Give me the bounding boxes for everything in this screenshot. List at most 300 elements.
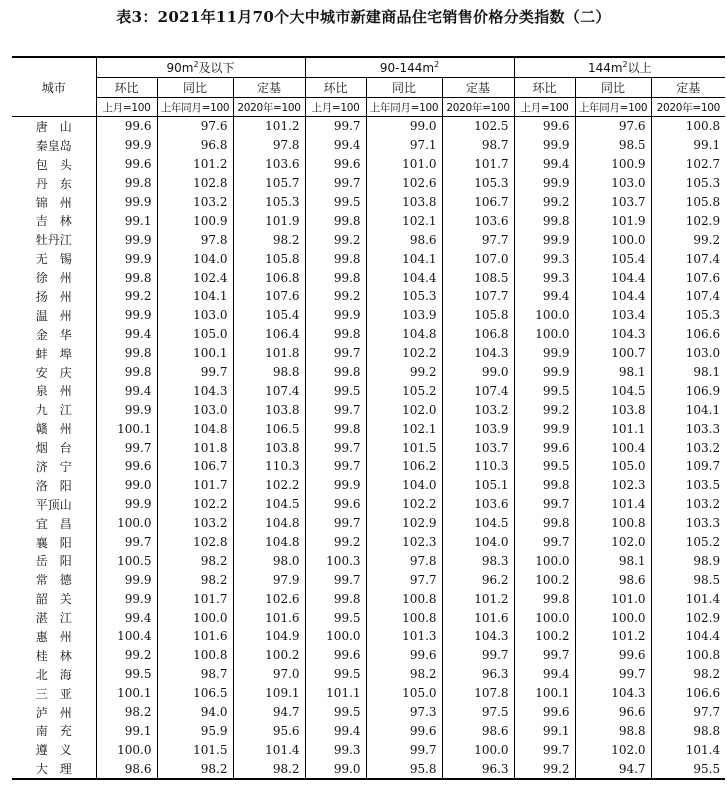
index-value-cell: 98.1 <box>575 363 651 382</box>
index-value-cell: 103.2 <box>685 440 721 455</box>
index-value-cell: 107.4 <box>685 289 721 304</box>
table-row <box>12 174 725 193</box>
index-value-cell: 100.0 <box>305 627 366 646</box>
group-header-90-144: $90-144m^2$ <box>305 57 514 78</box>
index-value-cell: 101.6 <box>442 608 514 627</box>
index-value-cell: 108.5 <box>442 268 514 287</box>
index-value-cell: 98.2 <box>157 759 233 779</box>
base-header-same-month-last-year: 上年同月=100 <box>157 98 233 117</box>
base-header-last-month: 上月=100 <box>96 98 157 117</box>
index-value-cell: 99.5 <box>305 193 366 212</box>
table-row <box>12 287 725 306</box>
index-value-cell: 100.7 <box>575 344 651 363</box>
index-value-cell: 99.4 <box>514 287 575 306</box>
index-value-cell: 99.9 <box>96 249 157 268</box>
index-value-cell: 99.2 <box>305 287 366 306</box>
index-value-cell: 101.2 <box>442 589 514 608</box>
index-value-cell: 102.0 <box>575 533 651 552</box>
index-value-cell: 97.1 <box>366 136 442 155</box>
index-value-cell: 102.6 <box>366 174 442 193</box>
base-header-same-month-last-year: 上年同月=100 <box>575 98 651 117</box>
index-value-cell: 99.9 <box>514 344 575 363</box>
index-value-cell: 101.5 <box>366 438 442 457</box>
index-value-cell: 95.6 <box>233 722 305 741</box>
index-value-cell: 103.7 <box>442 438 514 457</box>
table-row <box>12 193 725 212</box>
index-value-cell: 97.8 <box>366 551 442 570</box>
index-value-cell: 102.0 <box>575 740 651 759</box>
index-value-cell: 106.7 <box>157 457 233 476</box>
index-value-cell: 105.1 <box>442 476 514 495</box>
table-title: 表3：2021年11月70个大中城市新建商品住宅销售价格分类指数（二） <box>116 8 611 26</box>
index-value-cell: 99.4 <box>96 325 157 344</box>
index-value-cell: 103.2 <box>685 497 721 512</box>
city-name-cell: 蚌 埠 <box>12 344 96 363</box>
index-value-cell: 105.0 <box>366 684 442 703</box>
index-value-cell: 103.6 <box>442 211 514 230</box>
index-value-cell: 100.0 <box>514 608 575 627</box>
index-value-cell: 99.6 <box>305 646 366 665</box>
index-value-cell: 109.7 <box>685 459 721 474</box>
base-header-2020: 2020年=100 <box>233 98 305 117</box>
sub-header-mom: 环比 <box>96 78 157 98</box>
index-value-cell: 106.9 <box>685 383 721 398</box>
index-value-cell: 104.3 <box>442 344 514 363</box>
index-value-cell: 99.7 <box>305 438 366 457</box>
index-value-cell: 104.4 <box>575 268 651 287</box>
city-name-cell: 常 德 <box>12 570 96 589</box>
index-value-cell: 99.5 <box>514 381 575 400</box>
table-row <box>12 325 725 344</box>
index-value-cell: 106.8 <box>442 325 514 344</box>
index-value-cell: 104.3 <box>157 381 233 400</box>
index-value-cell: 99.5 <box>514 457 575 476</box>
index-value-cell: 101.7 <box>157 589 233 608</box>
index-value-cell: 99.2 <box>96 287 157 306</box>
index-value-cell: 98.6 <box>96 759 157 779</box>
index-value-cell: 99.8 <box>514 476 575 495</box>
index-value-cell: 99.5 <box>305 703 366 722</box>
index-value-cell: 100.1 <box>514 684 575 703</box>
index-value-cell: 106.5 <box>233 419 305 438</box>
table-row <box>12 381 725 400</box>
index-value-cell: 103.6 <box>442 495 514 514</box>
index-value-cell: 99.7 <box>305 400 366 419</box>
index-value-cell: 99.1 <box>96 722 157 741</box>
index-value-cell: 101.5 <box>157 740 233 759</box>
index-value-cell: 105.3 <box>366 287 442 306</box>
sub-header-fixed-base: 定基 <box>442 78 514 98</box>
city-name-cell: 牡丹江 <box>12 230 96 249</box>
index-value-cell: 97.7 <box>366 570 442 589</box>
index-value-cell: 100.8 <box>685 119 721 134</box>
index-value-cell: 104.0 <box>442 533 514 552</box>
index-value-cell: 104.0 <box>157 249 233 268</box>
index-value-cell: 102.8 <box>157 533 233 552</box>
index-value-cell: 103.2 <box>157 514 233 533</box>
index-value-cell: 99.0 <box>366 117 442 136</box>
index-value-cell: 96.3 <box>442 665 514 684</box>
city-name-cell: 赣 州 <box>12 419 96 438</box>
index-value-cell: 110.3 <box>233 457 305 476</box>
index-value-cell: 99.8 <box>305 249 366 268</box>
index-value-cell: 95.5 <box>651 759 725 779</box>
index-value-cell: 103.9 <box>442 419 514 438</box>
index-value-cell: 107.0 <box>442 249 514 268</box>
city-column-header: 城市 <box>12 57 96 117</box>
index-value-cell: 104.5 <box>575 381 651 400</box>
index-value-cell: 104.8 <box>233 514 305 533</box>
city-name-cell: 无 锡 <box>12 249 96 268</box>
index-value-cell: 97.5 <box>442 703 514 722</box>
index-value-cell: 100.8 <box>575 514 651 533</box>
index-value-cell: 105.0 <box>157 325 233 344</box>
index-value-cell: 104.1 <box>157 287 233 306</box>
city-name-cell: 襄 阳 <box>12 533 96 552</box>
index-value-cell: 103.3 <box>685 516 721 531</box>
index-value-cell: 101.0 <box>366 155 442 174</box>
table-row <box>12 344 725 363</box>
table-row <box>12 759 725 779</box>
index-value-cell: 99.0 <box>442 363 514 382</box>
index-value-cell: 103.8 <box>575 400 651 419</box>
index-value-cell: 99.2 <box>366 363 442 382</box>
index-value-cell: 101.4 <box>233 740 305 759</box>
index-value-cell: 102.6 <box>233 589 305 608</box>
table-row <box>12 363 725 382</box>
index-value-cell: 98.5 <box>693 572 721 587</box>
table-row <box>12 117 725 136</box>
table-row <box>12 703 725 722</box>
index-value-cell: 96.2 <box>442 570 514 589</box>
index-value-cell: 99.7 <box>575 665 651 684</box>
index-value-cell: 99.3 <box>514 268 575 287</box>
index-value-cell: 102.3 <box>575 476 651 495</box>
index-value-cell: 99.8 <box>96 344 157 363</box>
index-value-cell: 99.9 <box>514 363 575 382</box>
table-row <box>12 249 725 268</box>
table-row <box>12 608 725 627</box>
index-value-cell: 98.1 <box>575 551 651 570</box>
index-value-cell: 99.7 <box>96 438 157 457</box>
index-value-cell: 100.2 <box>514 570 575 589</box>
index-value-cell: 106.8 <box>233 268 305 287</box>
index-value-cell: 107.4 <box>442 381 514 400</box>
index-value-cell: 100.0 <box>96 514 157 533</box>
index-value-cell: 105.8 <box>233 249 305 268</box>
index-value-cell: 101.6 <box>233 608 305 627</box>
index-value-cell: 98.1 <box>693 365 721 380</box>
table-row <box>12 684 725 703</box>
index-value-cell: 99.9 <box>96 400 157 419</box>
index-value-cell: 95.9 <box>157 722 233 741</box>
city-name-cell: 韶 关 <box>12 589 96 608</box>
index-value-cell: 103.9 <box>366 306 442 325</box>
index-value-cell: 104.1 <box>685 402 721 417</box>
index-value-cell: 103.4 <box>575 306 651 325</box>
index-value-cell: 99.8 <box>305 363 366 382</box>
index-value-cell: 96.6 <box>575 703 651 722</box>
index-value-cell: 100.8 <box>157 646 233 665</box>
index-value-cell: 100.0 <box>514 551 575 570</box>
index-value-cell: 99.9 <box>96 230 157 249</box>
index-value-cell: 99.4 <box>305 136 366 155</box>
index-value-cell: 97.0 <box>233 665 305 684</box>
index-value-cell: 99.0 <box>96 476 157 495</box>
index-value-cell: 99.8 <box>305 211 366 230</box>
index-value-cell: 100.0 <box>514 325 575 344</box>
index-value-cell: 99.6 <box>366 722 442 741</box>
index-value-cell: 101.3 <box>366 627 442 646</box>
index-value-cell: 103.8 <box>366 193 442 212</box>
index-value-cell: 104.5 <box>442 514 514 533</box>
table-body <box>12 117 725 780</box>
city-name-cell: 唐 山 <box>12 117 96 136</box>
table-row <box>12 268 725 287</box>
index-value-cell: 99.5 <box>305 381 366 400</box>
index-value-cell: 101.7 <box>442 155 514 174</box>
index-value-cell: 101.6 <box>157 627 233 646</box>
index-value-cell: 99.1 <box>96 211 157 230</box>
index-value-cell: 100.0 <box>514 306 575 325</box>
city-name-cell: 惠 州 <box>12 627 96 646</box>
index-value-cell: 102.9 <box>366 514 442 533</box>
index-value-cell: 99.8 <box>96 363 157 382</box>
index-value-cell: 99.9 <box>305 306 366 325</box>
index-value-cell: 100.9 <box>157 211 233 230</box>
city-name-cell: 湛 江 <box>12 608 96 627</box>
index-value-cell: 100.0 <box>157 608 233 627</box>
index-value-cell: 105.7 <box>233 174 305 193</box>
index-value-cell: 99.6 <box>514 438 575 457</box>
index-value-cell: 104.8 <box>233 533 305 552</box>
index-value-cell: 99.7 <box>514 495 575 514</box>
index-value-cell: 99.9 <box>96 570 157 589</box>
index-value-cell: 99.7 <box>514 533 575 552</box>
city-name-cell: 南 充 <box>12 722 96 741</box>
index-value-cell: 101.1 <box>305 684 366 703</box>
table-row <box>12 570 725 589</box>
index-value-cell: 99.5 <box>305 665 366 684</box>
table-row <box>12 306 725 325</box>
index-value-cell: 99.8 <box>305 268 366 287</box>
index-value-cell: 94.7 <box>575 759 651 779</box>
index-value-cell: 106.6 <box>685 686 721 701</box>
index-value-cell: 99.5 <box>305 608 366 627</box>
index-value-cell: 99.7 <box>96 533 157 552</box>
index-value-cell: 101.1 <box>575 419 651 438</box>
index-value-cell: 101.0 <box>575 589 651 608</box>
table-row <box>12 495 725 514</box>
table-row <box>12 136 725 155</box>
index-value-cell: 99.6 <box>575 646 651 665</box>
index-value-cell: 107.7 <box>442 287 514 306</box>
table-row <box>12 400 725 419</box>
index-value-cell: 98.3 <box>442 551 514 570</box>
sub-header-fixed-base: 定基 <box>233 78 305 98</box>
index-value-cell: 99.7 <box>514 740 575 759</box>
index-value-cell: 99.9 <box>96 589 157 608</box>
index-value-cell: 101.8 <box>157 438 233 457</box>
index-value-cell: 98.6 <box>575 570 651 589</box>
index-value-cell: 103.7 <box>575 193 651 212</box>
index-value-cell: 99.1 <box>693 138 721 153</box>
index-value-cell: 106.7 <box>442 193 514 212</box>
city-name-cell: 丹 东 <box>12 174 96 193</box>
index-value-cell: 99.9 <box>514 136 575 155</box>
index-value-cell: 103.8 <box>233 400 305 419</box>
index-value-cell: 102.3 <box>366 533 442 552</box>
index-value-cell: 99.1 <box>514 722 575 741</box>
index-value-cell: 97.6 <box>575 117 651 136</box>
table-row <box>12 230 725 249</box>
index-value-cell: 99.9 <box>514 230 575 249</box>
index-value-cell: 107.4 <box>233 381 305 400</box>
table-row <box>12 457 725 476</box>
index-value-cell: 97.7 <box>693 705 721 720</box>
index-value-cell: 102.9 <box>685 213 721 228</box>
index-value-cell: 104.3 <box>575 684 651 703</box>
index-value-cell: 99.7 <box>305 344 366 363</box>
index-value-cell: 105.0 <box>575 457 651 476</box>
index-value-cell: 105.4 <box>233 306 305 325</box>
index-value-cell: 99.4 <box>514 665 575 684</box>
index-value-cell: 99.7 <box>305 117 366 136</box>
index-value-cell: 99.7 <box>514 646 575 665</box>
index-value-cell: 100.2 <box>233 646 305 665</box>
index-value-cell: 99.8 <box>514 211 575 230</box>
index-value-cell: 97.8 <box>157 230 233 249</box>
index-value-cell: 101.8 <box>233 344 305 363</box>
city-name-cell: 温 州 <box>12 306 96 325</box>
index-value-cell: 99.7 <box>305 457 366 476</box>
index-value-cell: 97.7 <box>442 230 514 249</box>
index-value-cell: 98.2 <box>96 703 157 722</box>
city-name-cell: 桂 林 <box>12 646 96 665</box>
index-value-cell: 104.8 <box>157 419 233 438</box>
index-value-cell: 98.2 <box>693 667 721 682</box>
index-value-cell: 99.4 <box>96 381 157 400</box>
index-value-cell: 95.8 <box>366 759 442 779</box>
city-name-cell: 岳 阳 <box>12 551 96 570</box>
index-value-cell: 106.2 <box>366 457 442 476</box>
index-value-cell: 105.3 <box>685 176 721 191</box>
index-value-cell: 99.9 <box>305 476 366 495</box>
index-value-cell: 100.0 <box>96 740 157 759</box>
table-row <box>12 419 725 438</box>
index-value-cell: 98.6 <box>366 230 442 249</box>
index-value-cell: 101.9 <box>575 211 651 230</box>
table-row <box>12 589 725 608</box>
index-value-cell: 99.2 <box>693 232 721 247</box>
index-value-cell: 99.2 <box>305 230 366 249</box>
index-value-cell: 105.8 <box>685 195 721 209</box>
index-value-cell: 99.2 <box>514 400 575 419</box>
index-value-cell: 99.8 <box>305 589 366 608</box>
index-value-cell: 100.8 <box>685 648 721 663</box>
index-value-cell: 99.2 <box>514 759 575 779</box>
index-value-cell: 102.2 <box>366 495 442 514</box>
index-value-cell: 100.0 <box>442 740 514 759</box>
index-value-cell: 98.5 <box>575 136 651 155</box>
city-name-cell: 九 江 <box>12 400 96 419</box>
index-value-cell: 97.3 <box>366 703 442 722</box>
city-name-cell: 北 海 <box>12 665 96 684</box>
index-value-cell: 104.4 <box>685 629 721 644</box>
index-value-cell: 99.4 <box>305 722 366 741</box>
city-name-cell: 洛 阳 <box>12 476 96 495</box>
city-name-cell: 泉 州 <box>12 381 96 400</box>
index-value-cell: 102.2 <box>233 476 305 495</box>
price-index-table <box>12 56 725 780</box>
index-value-cell: 94.0 <box>157 703 233 722</box>
index-value-cell: 99.7 <box>157 363 233 382</box>
index-value-cell: 102.1 <box>366 419 442 438</box>
index-value-cell: 99.9 <box>96 495 157 514</box>
city-name-cell: 锦 州 <box>12 193 96 212</box>
index-value-cell: 99.3 <box>305 740 366 759</box>
index-value-cell: 99.6 <box>366 646 442 665</box>
index-value-cell: 99.8 <box>96 268 157 287</box>
index-value-cell: 105.3 <box>233 193 305 212</box>
index-value-cell: 99.9 <box>96 136 157 155</box>
index-value-cell: 98.2 <box>366 665 442 684</box>
table-row <box>12 646 725 665</box>
index-value-cell: 101.4 <box>575 495 651 514</box>
index-value-cell: 99.8 <box>305 325 366 344</box>
index-value-cell: 104.4 <box>575 287 651 306</box>
sub-header-yoy: 同比 <box>157 78 233 98</box>
index-value-cell: 100.3 <box>305 551 366 570</box>
index-value-cell: 98.6 <box>442 722 514 741</box>
city-name-cell: 徐 州 <box>12 268 96 287</box>
city-name-cell: 泸 州 <box>12 703 96 722</box>
index-value-cell: 99.7 <box>366 740 442 759</box>
index-value-cell: 99.8 <box>514 514 575 533</box>
group-header-144-above: $144m^2$以上 <box>514 57 725 78</box>
index-value-cell: 102.5 <box>442 117 514 136</box>
index-value-cell: 100.4 <box>575 438 651 457</box>
index-value-cell: 110.3 <box>442 457 514 476</box>
base-header-2020: 2020年=100 <box>651 98 725 117</box>
index-value-cell: 102.9 <box>685 610 721 625</box>
index-value-cell: 98.2 <box>233 230 305 249</box>
index-value-cell: 104.5 <box>233 495 305 514</box>
index-value-cell: 99.9 <box>96 306 157 325</box>
index-value-cell: 100.0 <box>575 230 651 249</box>
index-value-cell: 102.0 <box>366 400 442 419</box>
index-value-cell: 102.4 <box>157 268 233 287</box>
index-value-cell: 102.7 <box>685 157 721 172</box>
base-header-last-month: 上月=100 <box>305 98 366 117</box>
index-value-cell: 107.6 <box>685 270 721 285</box>
city-name-cell: 秦皇岛 <box>12 136 96 155</box>
index-value-cell: 99.9 <box>514 419 575 438</box>
index-value-cell: 104.4 <box>366 268 442 287</box>
base-header-last-month: 上月=100 <box>514 98 575 117</box>
city-name-cell: 平顶山 <box>12 495 96 514</box>
index-value-cell: 103.2 <box>442 400 514 419</box>
index-value-cell: 98.7 <box>442 136 514 155</box>
index-value-cell: 103.0 <box>157 306 233 325</box>
index-value-cell: 99.2 <box>96 646 157 665</box>
index-value-cell: 105.3 <box>442 174 514 193</box>
index-value-cell: 99.9 <box>514 174 575 193</box>
index-value-cell: 101.9 <box>233 211 305 230</box>
index-value-cell: 99.7 <box>442 646 514 665</box>
base-header-same-month-last-year: 上年同月=100 <box>366 98 442 117</box>
index-value-cell: 98.8 <box>693 723 721 738</box>
